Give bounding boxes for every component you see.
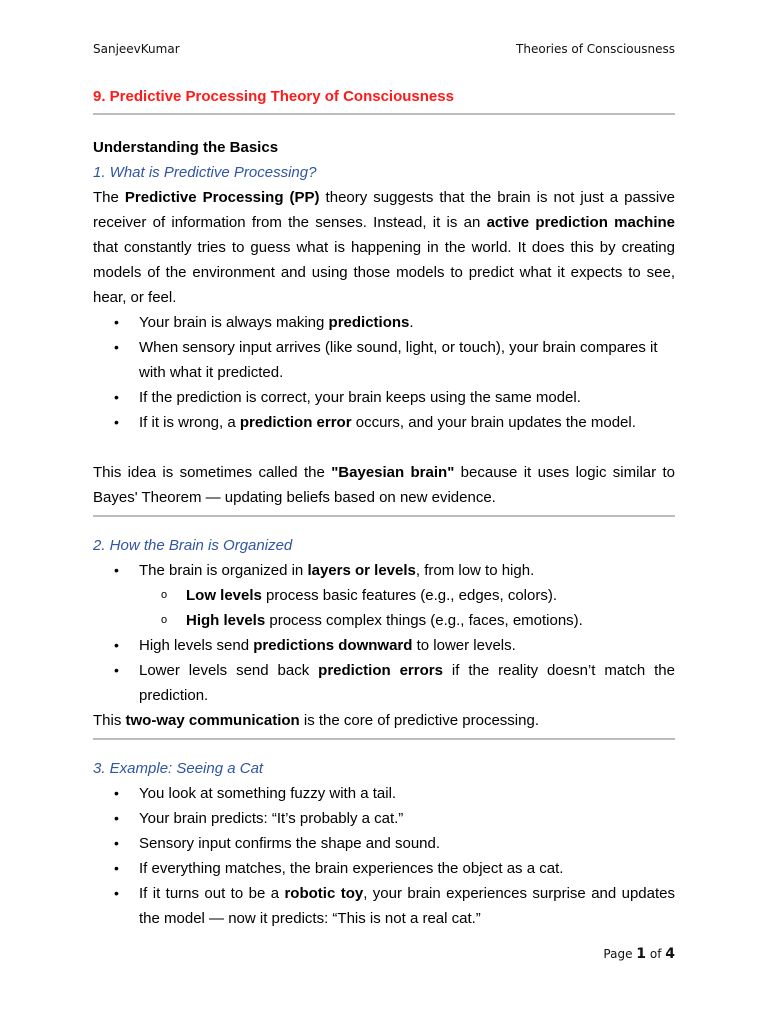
list-item: • The brain is organized in layers or levels, from low to high. bbox=[93, 558, 675, 583]
basics-heading: Understanding the Basics bbox=[93, 139, 279, 156]
pp-intro-paragraph: The Predictive Processing (PP) theory suggests that the brain is not just a passive receiver of information from the senses. Instead, it is an active prediction machine that constantly tries to guess what is happening in the world. It does this by creating models of the environment and using those models to predict what it expects to see, hear, or feel. bbox=[93, 189, 676, 306]
list-item: • Your brain predicts: “It’s probably a cat.” bbox=[93, 806, 675, 831]
cat-example-list bbox=[93, 781, 675, 931]
bayes-paragraph: This idea is sometimes called the "Bayesian brain" because it uses logic similar to Bayes' Theorem — updating beliefs based on new evidence. bbox=[93, 464, 675, 506]
list-item: • If it is wrong, a prediction error occurs, and your brain updates the model. bbox=[93, 410, 675, 435]
divider bbox=[93, 515, 675, 517]
document-body bbox=[93, 86, 675, 931]
page-title: 9. Predictive Processing Theory of Consciousness bbox=[93, 88, 454, 105]
list-item: • If it turns out to be a robotic toy, your brain experiences surprise and updates the model — now it predicts: “This is not a real cat.” bbox=[93, 881, 675, 931]
list-item: • If the prediction is correct, your brain keeps using the same model. bbox=[93, 385, 675, 410]
list-item: • You look at something fuzzy with a tail. bbox=[93, 781, 675, 806]
two-way-summary: This two-way communication is the core of predictive processing. bbox=[93, 712, 539, 729]
sub-list-item: o High levels process complex things (e.g., faces, emotions). bbox=[93, 608, 675, 633]
section-2-heading: 2. How the Brain is Organized bbox=[93, 537, 293, 554]
pp-bullet-list bbox=[93, 310, 675, 435]
sub-list-item: o Low levels process basic features (e.g., edges, colors). bbox=[93, 583, 675, 608]
list-item: • Lower levels send back prediction errors if the reality doesn’t match the prediction. bbox=[93, 658, 675, 708]
list-item: • Sensory input confirms the shape and sound. bbox=[93, 831, 675, 856]
page-header bbox=[93, 42, 675, 60]
page-number: Page 1 of 4 bbox=[603, 946, 675, 962]
header-author: SanjeevKumar bbox=[93, 42, 180, 56]
list-item: • If everything matches, the brain experiences the object as a cat. bbox=[93, 856, 675, 881]
organization-list bbox=[93, 558, 675, 708]
divider bbox=[93, 738, 675, 740]
divider bbox=[93, 113, 675, 115]
section-1-heading: 1. What is Predictive Processing? bbox=[93, 164, 317, 181]
header-topic: Theories of Consciousness bbox=[516, 42, 675, 56]
list-item: • High levels send predictions downward to lower levels. bbox=[93, 633, 675, 658]
section-3-heading: 3. Example: Seeing a Cat bbox=[93, 760, 264, 777]
list-item: • Your brain is always making predictions. bbox=[93, 310, 675, 335]
list-item: • When sensory input arrives (like sound, light, or touch), your brain compares it with what it predicted. bbox=[93, 335, 675, 385]
